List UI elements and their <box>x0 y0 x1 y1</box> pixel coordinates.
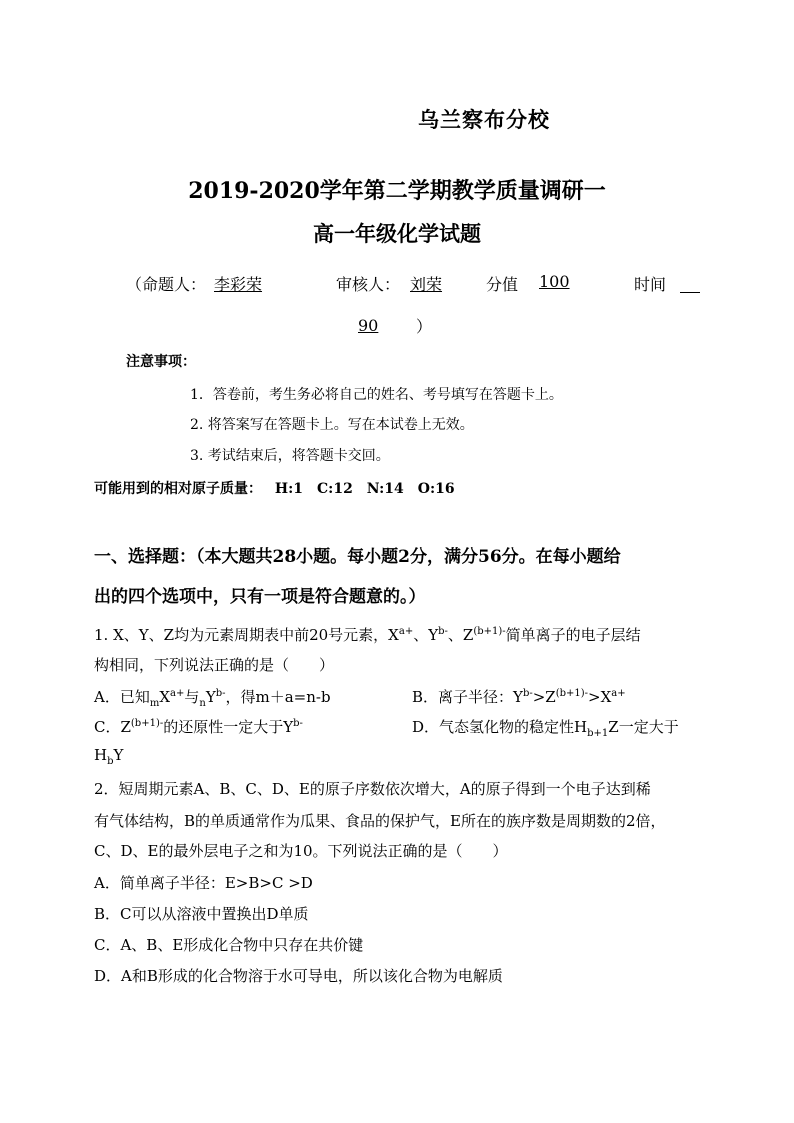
q1-option-d: D．气态氢化物的稳定性$H_{b+1}Z$一定大于 <box>412 718 679 739</box>
time-underline <box>680 292 700 293</box>
q1-option-d-cont: $H_bY$ <box>94 746 124 767</box>
q1-stem-cont: 构相同，下列说法正确的是（ ） <box>94 656 335 674</box>
q1-option-b: B．离子半径：$Y^{b-}>Z^{(b+1)-}>X^{a+}$ <box>412 688 626 706</box>
exam-subtitle: 高一年级化学试题 <box>313 221 481 246</box>
exam-title: 2019-2020学年第二学期教学质量调研一 <box>188 178 606 204</box>
q1-stem: 1. X、Y、Z均为元素周期表中前20号元素，$X^{a+}$、$Y^{b-}$、$Z^{(b+1)-}$简单离子的电子层结 <box>94 626 641 644</box>
q2-option-b: B．C可以从溶液中置换出D单质 <box>94 905 309 923</box>
notice-item: 2. 将答案写在答题卡上。写在本试卷上无效。 <box>190 417 474 433</box>
q2-stem-cont: 有气体结构，B的单质通常作为瓜果、食品的保护气，E所在的族序数是周期数的2倍， <box>94 812 666 830</box>
q2-option-a: A．简单离子半径：E>B>C >D <box>94 874 313 892</box>
reviewer-name: 刘荣 <box>410 275 443 294</box>
meta-open: （命题人： <box>126 275 207 294</box>
reviewer-label: 审核人： <box>336 275 401 294</box>
q1-option-c: C．$Z^{(b+1)-}$的还原性一定大于$Y^{b-}$ <box>94 718 303 736</box>
q2-stem-cont: C、D、E的最外层电子之和为10。下列说法正确的是（ ） <box>94 842 508 860</box>
notice-heading: 注意事项： <box>126 354 196 370</box>
time-value: 90 <box>358 316 379 335</box>
atomic-mass-line <box>94 478 455 498</box>
atomic-mass-label: 可能用到的相对原子质量： <box>94 481 262 497</box>
meta-close: ） <box>416 317 433 336</box>
score-label: 分值 <box>486 275 519 294</box>
section-heading: 一、选择题：（本大题共28小题。每小题2分，满分56分。在每小题给 <box>94 547 621 567</box>
author-name: 李彩荣 <box>214 275 263 294</box>
time-label: 时间 <box>634 275 667 294</box>
atomic-mass-values: H:1 C:12 N:14 O:16 <box>274 481 455 497</box>
q1-option-a: A．已知$_mX^{a+}$与$_nY^{b-}$，得m＋a=n-b <box>94 688 331 709</box>
notice-item: 1．答卷前，考生务必将自己的姓名、考号填写在答题卡上。 <box>190 387 563 403</box>
q2-stem: 2．短周期元素A、B、C、D、E的原子序数依次增大，A的原子得到一个电子达到稀 <box>94 780 651 798</box>
school-name: 乌兰察布分校 <box>418 107 550 132</box>
q2-option-d: D．A和B形成的化合物溶于水可导电，所以该化合物为电解质 <box>94 967 503 985</box>
notice-item: 3. 考试结束后，将答题卡交回。 <box>190 448 390 464</box>
q2-option-c: C．A、B、E形成化合物中只存在共价键 <box>94 936 364 954</box>
section-heading-cont: 出的四个选项中，只有一项是符合题意的。） <box>94 587 426 607</box>
score-value: 100 <box>539 272 570 291</box>
